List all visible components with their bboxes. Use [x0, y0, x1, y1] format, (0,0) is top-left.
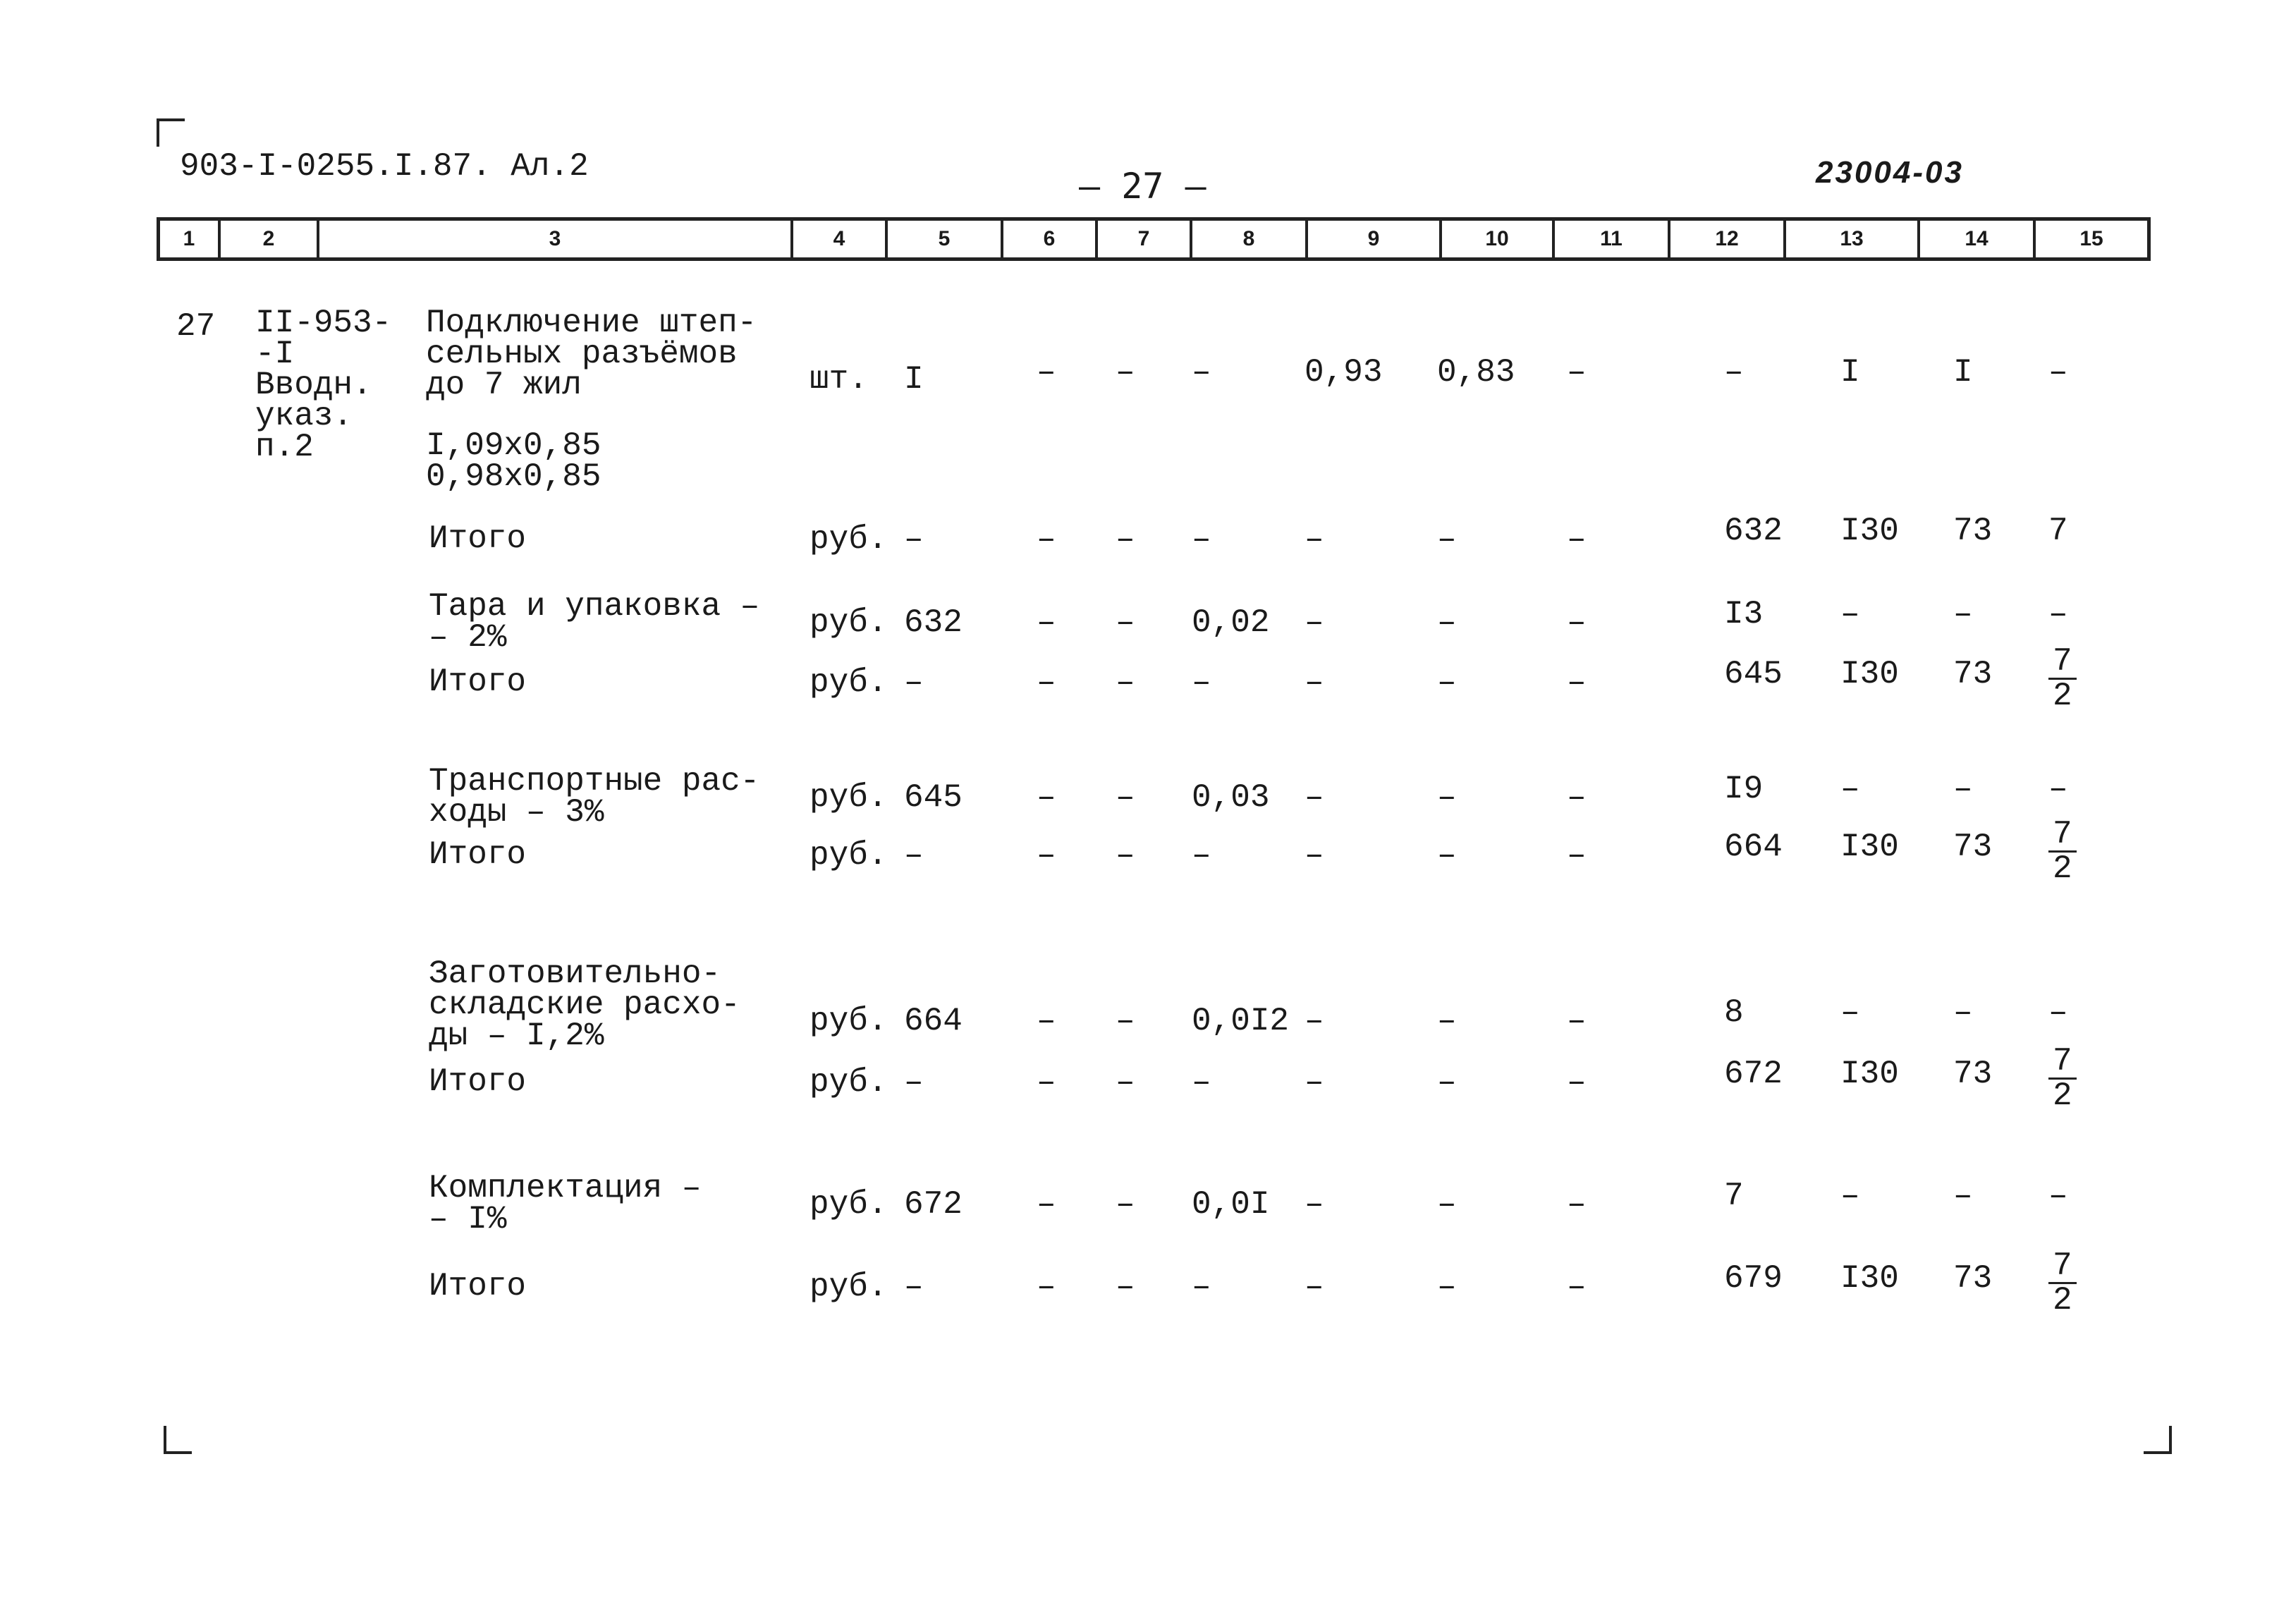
row-value-c7: –	[1116, 779, 1135, 816]
item-reference-line: указ.	[255, 398, 353, 434]
col-header-3: 3	[319, 221, 793, 257]
row-value-c8: 0,0I	[1192, 1186, 1270, 1223]
row-value-c15-fraction	[2048, 818, 2077, 885]
row-value-c15: –	[2048, 994, 2068, 1031]
project-code: 23004-03	[1816, 155, 1964, 190]
row-value-c9: –	[1305, 1064, 1324, 1101]
row-value-c9: –	[1305, 664, 1324, 701]
row-value-c5: 645	[904, 779, 963, 816]
row-value-unit: руб.	[810, 1003, 888, 1039]
item-title-line: Подключение штеп-	[426, 305, 757, 341]
row-value-c12: 679	[1724, 1260, 1783, 1297]
item-reference-line: II-953-	[255, 305, 392, 341]
row-value-c7: –	[1116, 837, 1135, 874]
row-value-c6: –	[1037, 1186, 1056, 1223]
row-value-c8: –	[1192, 664, 1211, 701]
row-value-c12: 664	[1724, 829, 1783, 865]
col-header-5: 5	[888, 221, 1003, 257]
row-value-c11: –	[1567, 837, 1587, 874]
row-value-c12: I3	[1724, 596, 1764, 633]
row-value-c8: –	[1192, 837, 1211, 874]
item-value-c12: –	[1724, 354, 1744, 391]
row-value-c8: 0,0I2	[1192, 1003, 1290, 1039]
row-value-c5: –	[904, 1064, 924, 1101]
row-value-c8: 0,03	[1192, 779, 1270, 816]
row-value-c12: I9	[1724, 771, 1764, 807]
fraction-denominator: 2	[2053, 678, 2072, 714]
row-value-c10: –	[1437, 521, 1457, 558]
item-value-c15: –	[2048, 354, 2068, 391]
row-value-c14: –	[1953, 771, 1973, 807]
row-value-unit: руб.	[810, 521, 888, 558]
row-value-c6: –	[1037, 521, 1056, 558]
row-label-line: Итого	[429, 1063, 527, 1100]
row-value-c6: –	[1037, 779, 1056, 816]
row-value-c12: 672	[1724, 1056, 1783, 1092]
row-value-c8: –	[1192, 521, 1211, 558]
item-sizes	[426, 427, 601, 495]
row-value-c11: –	[1567, 1186, 1587, 1223]
item-value-c6: –	[1037, 354, 1056, 391]
row-label	[429, 664, 527, 700]
row-value-c7: –	[1116, 604, 1135, 641]
row-value-c12: 7	[1724, 1178, 1744, 1214]
col-header-1: 1	[160, 221, 221, 257]
item-value-c7: –	[1116, 354, 1135, 391]
row-value-c9: –	[1305, 1003, 1324, 1039]
row-value-c15-fraction	[2048, 1247, 2077, 1319]
row-label-line: ходы – 3%	[429, 794, 604, 831]
row-label-line: Заготовительно-	[429, 956, 721, 992]
fraction-denominator: 2	[2053, 1077, 2072, 1114]
row-value-c14: 73	[1953, 656, 1993, 692]
row-value-c10: –	[1437, 1064, 1457, 1101]
row-value-c7: –	[1116, 521, 1135, 558]
row-value-c15-fraction	[2048, 1045, 2077, 1112]
item-value-c13: I	[1840, 354, 1860, 391]
row-value-c14: 73	[1953, 829, 1993, 865]
row-value-c12: 632	[1724, 513, 1783, 549]
row-label	[429, 520, 527, 557]
row-label	[429, 1063, 527, 1100]
row-label-line: Тара и упаковка –	[429, 588, 760, 625]
row-value-c15-fraction	[2048, 645, 2077, 712]
row-value-c10: –	[1437, 779, 1457, 816]
row-value-c15: –	[2048, 596, 2068, 633]
col-header-7: 7	[1098, 221, 1192, 257]
fraction-denominator: 2	[2053, 1282, 2072, 1319]
row-value-c6: –	[1037, 604, 1056, 641]
row-label-line: Итого	[429, 1268, 527, 1305]
col-header-6: 6	[1003, 221, 1098, 257]
row-value-c13: –	[1840, 771, 1860, 807]
row-value-c14: –	[1953, 1178, 1973, 1214]
row-value-c11: –	[1567, 779, 1587, 816]
row-value-c8: –	[1192, 1269, 1211, 1305]
row-value-c9: –	[1305, 1269, 1324, 1305]
row-value-c7: –	[1116, 1003, 1135, 1039]
item-reference	[255, 307, 391, 463]
row-value-c13: –	[1840, 1178, 1860, 1214]
row-value-c5: –	[904, 837, 924, 874]
col-header-10: 10	[1442, 221, 1555, 257]
item-reference-line: п.2	[255, 429, 314, 465]
corner-mark-bottom-right	[2144, 1426, 2172, 1454]
row-label-line: Итого	[429, 520, 527, 557]
row-value-c8: 0,02	[1192, 604, 1270, 641]
col-header-13: 13	[1786, 221, 1920, 257]
item-size-line: 0,98x0,85	[426, 458, 601, 495]
item-value-c10: 0,83	[1437, 354, 1515, 391]
row-label-line: Транспортные рас-	[429, 763, 760, 800]
row-label	[429, 1170, 702, 1238]
row-value-c11: –	[1567, 1003, 1587, 1039]
row-value-unit: руб.	[810, 1269, 888, 1305]
row-label-line: ды – I,2%	[429, 1018, 604, 1054]
row-label-line: Комплектация –	[429, 1170, 702, 1207]
row-value-c10: –	[1437, 664, 1457, 701]
fraction-numerator: 7	[2048, 1045, 2077, 1080]
row-label-line: – I%	[429, 1201, 507, 1238]
row-label	[429, 588, 760, 656]
row-value-c15: –	[2048, 1178, 2068, 1214]
row-value-c10: –	[1437, 837, 1457, 874]
row-value-unit: руб.	[810, 1064, 888, 1101]
row-value-c14: –	[1953, 994, 1973, 1031]
row-value-c9: –	[1305, 1186, 1324, 1223]
row-label	[429, 836, 527, 873]
row-value-c14: –	[1953, 596, 1973, 633]
row-value-c10: –	[1437, 604, 1457, 641]
row-value-c12: 645	[1724, 656, 1783, 692]
corner-mark-top-left	[157, 118, 185, 147]
row-value-c6: –	[1037, 664, 1056, 701]
fraction-numerator: 7	[2048, 645, 2077, 680]
row-label	[429, 956, 740, 1054]
item-value-c11: –	[1567, 354, 1587, 391]
fraction-denominator: 2	[2053, 850, 2072, 887]
row-value-c10: –	[1437, 1269, 1457, 1305]
row-value-c8: –	[1192, 1064, 1211, 1101]
column-number-bar	[157, 217, 2151, 261]
item-value-c14: I	[1953, 354, 1973, 391]
row-value-c13: I30	[1840, 513, 1899, 549]
row-value-c14: 73	[1953, 1056, 1993, 1092]
item-value-c8: –	[1192, 354, 1211, 391]
row-value-c5: –	[904, 1269, 924, 1305]
row-label-line: – 2%	[429, 619, 507, 656]
row-value-c10: –	[1437, 1186, 1457, 1223]
row-value-unit: руб.	[810, 604, 888, 641]
row-value-unit: руб.	[810, 664, 888, 701]
col-header-11: 11	[1555, 221, 1670, 257]
row-value-c5: 632	[904, 604, 963, 641]
row-value-c13: I30	[1840, 829, 1899, 865]
page-number: — 27 —	[1079, 166, 1206, 207]
row-value-c9: –	[1305, 604, 1324, 641]
col-header-8: 8	[1192, 221, 1308, 257]
item-size-line: I,09x0,85	[426, 427, 601, 464]
row-value-c6: –	[1037, 1003, 1056, 1039]
row-value-c5: 672	[904, 1186, 963, 1223]
item-title-line: до 7 жил	[426, 367, 582, 403]
row-value-c11: –	[1567, 1064, 1587, 1101]
row-value-c6: –	[1037, 1269, 1056, 1305]
row-value-c13: I30	[1840, 656, 1899, 692]
fraction-numerator: 7	[2048, 1250, 2077, 1284]
row-value-c11: –	[1567, 1269, 1587, 1305]
row-value-c6: –	[1037, 837, 1056, 874]
fraction-numerator: 7	[2048, 818, 2077, 853]
item-reference-line: Вводн.	[255, 367, 372, 403]
row-value-c14: 73	[1953, 1260, 1993, 1297]
item-qty: I	[904, 361, 924, 398]
row-value-c7: –	[1116, 664, 1135, 701]
document-number: 903-I-0255.I.87. Ал.2	[180, 148, 589, 185]
item-value-c9: 0,93	[1305, 354, 1383, 391]
row-label-line: складские расхо-	[429, 987, 740, 1023]
col-header-14: 14	[1920, 221, 2036, 257]
item-reference-line: -I	[255, 336, 295, 372]
row-value-c9: –	[1305, 521, 1324, 558]
col-header-12: 12	[1670, 221, 1786, 257]
row-value-c6: –	[1037, 1064, 1056, 1101]
row-value-c11: –	[1567, 604, 1587, 641]
corner-mark-bottom-left	[164, 1426, 192, 1454]
row-value-c11: –	[1567, 664, 1587, 701]
row-value-c7: –	[1116, 1269, 1135, 1305]
row-value-c15: –	[2048, 771, 2068, 807]
row-label-line: Итого	[429, 664, 527, 700]
row-value-c5: –	[904, 521, 924, 558]
item-title	[426, 307, 757, 401]
row-value-c9: –	[1305, 837, 1324, 874]
row-value-c12: 8	[1724, 994, 1744, 1031]
col-header-9: 9	[1308, 221, 1442, 257]
col-header-4: 4	[793, 221, 888, 257]
row-value-c14: 73	[1953, 513, 1993, 549]
col-header-15: 15	[2079, 227, 2103, 250]
row-value-c13: I30	[1840, 1260, 1899, 1297]
row-value-c15: 7	[2048, 513, 2068, 549]
row-value-c5: –	[904, 664, 924, 701]
row-value-unit: руб.	[810, 779, 888, 816]
row-value-c13: –	[1840, 994, 1860, 1031]
row-value-c7: –	[1116, 1064, 1135, 1101]
col-header-2: 2	[221, 221, 319, 257]
item-title-line: сельных разъёмов	[426, 336, 738, 372]
row-value-c11: –	[1567, 521, 1587, 558]
row-value-unit: руб.	[810, 1186, 888, 1223]
row-value-unit: руб.	[810, 837, 888, 874]
row-value-c13: –	[1840, 596, 1860, 633]
item-unit: шт.	[810, 361, 868, 398]
row-value-c10: –	[1437, 1003, 1457, 1039]
row-value-c9: –	[1305, 779, 1324, 816]
row-label	[429, 763, 760, 831]
item-number: 27	[176, 308, 216, 345]
row-label-line: Итого	[429, 836, 527, 873]
row-value-c5: 664	[904, 1003, 963, 1039]
row-value-c13: I30	[1840, 1056, 1899, 1092]
row-label	[429, 1268, 527, 1305]
row-value-c7: –	[1116, 1186, 1135, 1223]
